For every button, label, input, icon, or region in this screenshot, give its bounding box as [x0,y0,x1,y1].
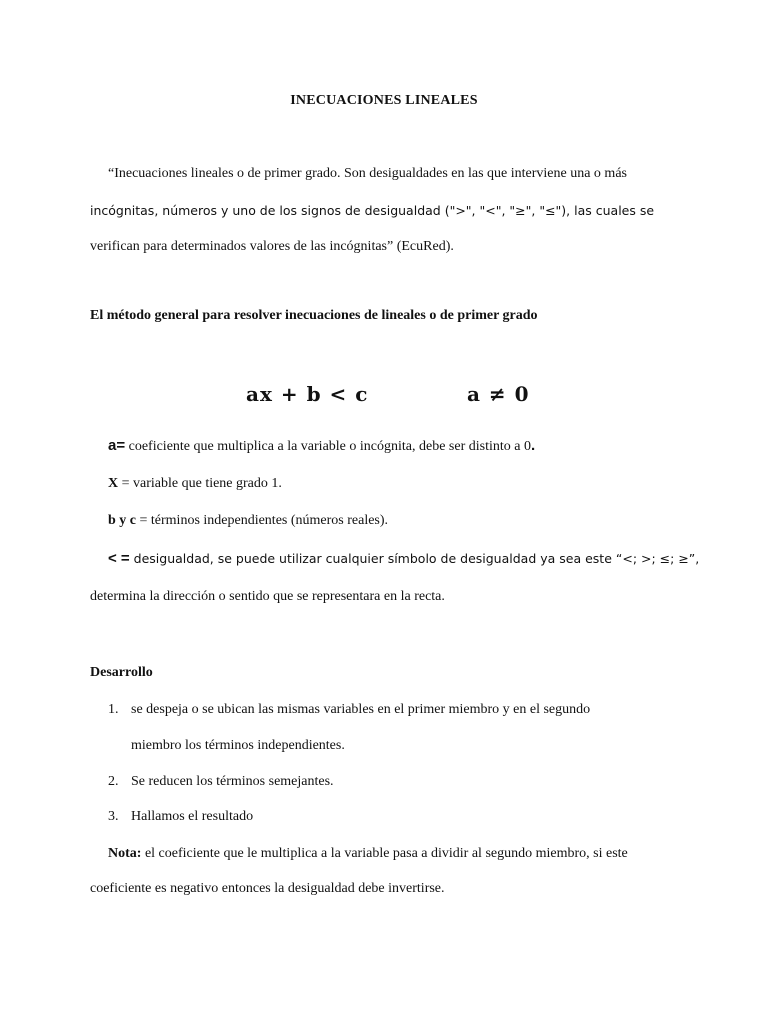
step-1-line-2: miembro los términos independientes. [131,738,345,753]
definition-x [108,475,282,493]
definition-inequality-text: desigualdad, se puede utilizar cualquier símbolo de desigualdad ya sea este “<; >; ≤; ≥”, [129,551,700,566]
note-paragraph [108,845,628,863]
intro-line-1: “Inecuaciones lineales o de primer grado. Son desigualdades en las que interviene una o más [108,166,627,181]
step-3-line-1: Hallamos el resultado [131,809,254,824]
note-label: Nota: [108,846,142,861]
definition-a-term: a= [108,437,126,454]
step-3-number: 3. [108,809,119,824]
definition-bc [108,512,388,530]
page-title: INECUACIONES LINEALES [290,93,478,108]
definition-bc-text: = términos independientes (números reales). [136,513,389,528]
definition-a [108,437,535,456]
definition-a-text: coeficiente que multiplica a la variable o incógnita, debe ser distinto a 0 [125,439,531,454]
note-line-2: coeficiente es negativo entonces la desigualdad debe invertirse. [90,881,445,896]
step-2-number: 2. [108,774,119,789]
definition-x-text: = variable que tiene grado 1. [118,476,282,491]
note-line-1: el coeficiente que le multiplica a la variable pasa a dividir al segundo miembro, si este [141,846,628,861]
definition-x-term: X [108,476,119,491]
definition-inequality-term: < = [108,550,130,567]
step-1-number: 1. [108,702,119,717]
formula-condition: a ≠ 0 [467,382,530,406]
intro-line-2: incógnitas, números y uno de los signos de desigualdad (">", "<", "≥", "≤"), las cuales se [90,203,655,218]
definition-inequality [108,550,699,569]
definition-a-dot: . [530,437,536,454]
intro-line-3: verifican para determinados valores de las incógnitas” (EcuRed). [90,239,454,254]
formula-inequality: ax + b < c [246,382,369,406]
desarrollo-heading: Desarrollo [90,665,153,680]
method-heading: El método general para resolver inecuaciones de lineales o de primer grado [90,308,538,323]
step-1-line-1: se despeja o se ubican las mismas variables en el primer miembro y en el segundo [131,702,591,717]
step-2-line-1: Se reducen los términos semejantes. [131,774,334,789]
definition-bc-term: b y c [108,513,136,528]
definition-inequality-line-2: determina la dirección o sentido que se representara en la recta. [90,589,445,604]
